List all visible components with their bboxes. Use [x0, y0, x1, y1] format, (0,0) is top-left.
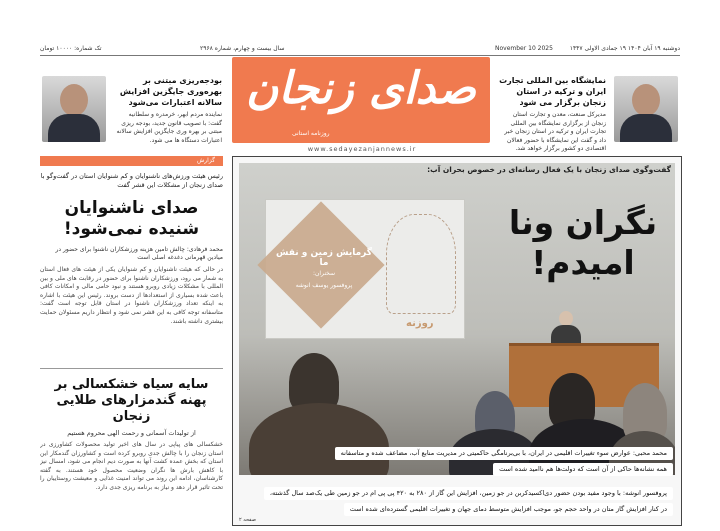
side-story-left-headline: بودجه‌ریزی مبتنی بر بهره‌وری جایگزین افزایش سالانه اعتبارات می‌شود: [119, 76, 222, 107]
main-story[interactable]: [232, 156, 682, 526]
left-headline[interactable]: صدای ناشنوایان شنیده نمی‌شود!: [63, 198, 200, 239]
issue-number: سال بیست و چهارم، شماره ۲۹۶۸: [200, 45, 285, 52]
left-body: در حالی که هیئت ناشنوایان و کم شنوایان یکی از هیئت های فعال استان به شمار می رود، ورزشکاران ناشنوا برای حضور در رقابت های ملی و بین المللی با مشکلات زیادی روبرو هستند و نبود حامی مالی و امکانات کافی باعث شده بسیاری از استعدادها از دست بروند. رئیس این هیئت با اشاره به اینکه تعداد ورزشکاران ناشنوا در استان قابل توجه است گفت: متاسفانه توجه کافی به این قشر نمی شود و انتظار داریم مسئولان حمایت بیشتری داشته باشند.: [40, 266, 223, 325]
poster-logo: روزنه: [406, 318, 434, 329]
top-info-bar: [40, 42, 680, 56]
speaker-figure: [551, 311, 581, 345]
left-body-2: خشکسالی های پیاپی در سال های اخیر تولید محصولات کشاورزی در استان زنجان را با چالش جدی روبرو کرده است و کشاورزان گندمکار این استان که بخش عمده کشت آنها به صورت دیم انجام می شود، امسال نیز با کاهش بارش ها نگران وضعیت محصول خود هستند. به گفته کارشناسان، ادامه این روند می تواند امنیت غذایی و معیشت روستاییان را تحت تاثیر قرار دهد و نیاز به برنامه ریزی جدی دارد.: [40, 441, 223, 491]
price: تک شماره: ۱۰۰۰۰ تومان: [40, 45, 102, 52]
poster-title: گرمایش زمین و نقش ما: [276, 248, 372, 268]
section-tag: گزارش: [40, 156, 223, 166]
left-column: [40, 156, 223, 526]
gregorian-date: November 10 2025: [495, 45, 553, 52]
masthead-subtitle: روزنامه استانی: [292, 130, 330, 137]
left-byline-2: از تولیدات آسمانی و رحمت الهی محروم هستیم: [67, 429, 196, 437]
side-story-right-headline: نمایشگاه بین المللی تجارت ایران و ترکیه در استان زنجان برگزار می شود: [499, 76, 606, 107]
left-byline: محمد فرهادی: چالش تامین هزینه ورزشکاران ناشنوا برای حضور در میادین قهرمانی دغدغه اصلی است: [55, 246, 223, 261]
side-story-left-text: نماینده مردم ابهر، خرمدره و سلطانیه گفت: با تصویب قانون جدید، بودجه ریزی مبتنی بر بهره وری جایگزین افزایش سالانه اعتبارات دستگاه ها می شود.: [116, 111, 222, 144]
poster-illustration: [386, 214, 456, 314]
website-url[interactable]: www.sedayezanjannews.ir: [307, 145, 417, 153]
side-story-left[interactable]: [42, 75, 222, 145]
main-kicker: گفت‌وگوی صدای زنجان با یک فعال رسانه‌ای در خصوص بحران آب:: [427, 165, 671, 174]
divider: [40, 368, 223, 369]
masthead: [232, 57, 490, 143]
side-story-right-text: مدیرکل صنعت، معدن و تجارت استان زنجان از برگزاری نمایشگاه بین المللی تجارت ایران و ترکیه در استان زنجان خبر داد و گفت این نمایشگاه با حضور فعالان اقتصادی دو کشور برگزار خواهد شد.: [504, 111, 606, 152]
caption-2: همه نشانه‌ها حاکی از آن است که دولت‌ها هم ناامید شده است: [493, 463, 673, 476]
projection-screen: [265, 199, 465, 339]
caption-1: محمد محبی: عوارض سوء تغییرات اقلیمی در ایران، با بی‌برنامگی حاکمیتی در مدیریت منابع آب، مضاعف شده و متاسفانه: [335, 447, 673, 460]
page-number: صفحه ۲: [239, 517, 256, 523]
caption-4: در کنار افزایش گاز متان در واحد حجم جو، موجب افزایش متوسط دمای جهان و تغییرات اقلیمی گسترده‌ای شده است: [344, 503, 673, 516]
lead-text: رئیس هیئت ورزش‌های ناشنوایان و کم شنوایان استان در گفت‌وگو با صدای زنجان از مشکلات این قشر گفت: [40, 172, 223, 189]
left-headline-2[interactable]: سایه سیاه خشکسالی بر پهنه گندمزارهای طلایی زنجان: [54, 377, 209, 424]
poster-speaker-name: پروفسور یوسف انوشه: [295, 282, 353, 289]
side-story-right[interactable]: [498, 75, 678, 152]
poster-speaker-label: سخنران:: [312, 270, 336, 277]
audience-body: [249, 403, 389, 475]
main-headline[interactable]: نگران ونا امیدم!: [508, 203, 658, 282]
caption-3: پروفسور انوشه: با وجود مفید بودن حضور دی‌اکسیدکربن در جو زمین، افزایش این گاز از ۲۸۰ به ۴۲۰ پی پی ام در جو زمین طی یک‌صد سال گذشته،: [264, 487, 673, 500]
persian-date: دوشنبه ۱۹ آبان ۱۴۰۴ ۱۹ جمادی الاولی ۱۴۴۷: [569, 45, 680, 52]
masthead-logo: صدای زنجان: [245, 63, 477, 114]
